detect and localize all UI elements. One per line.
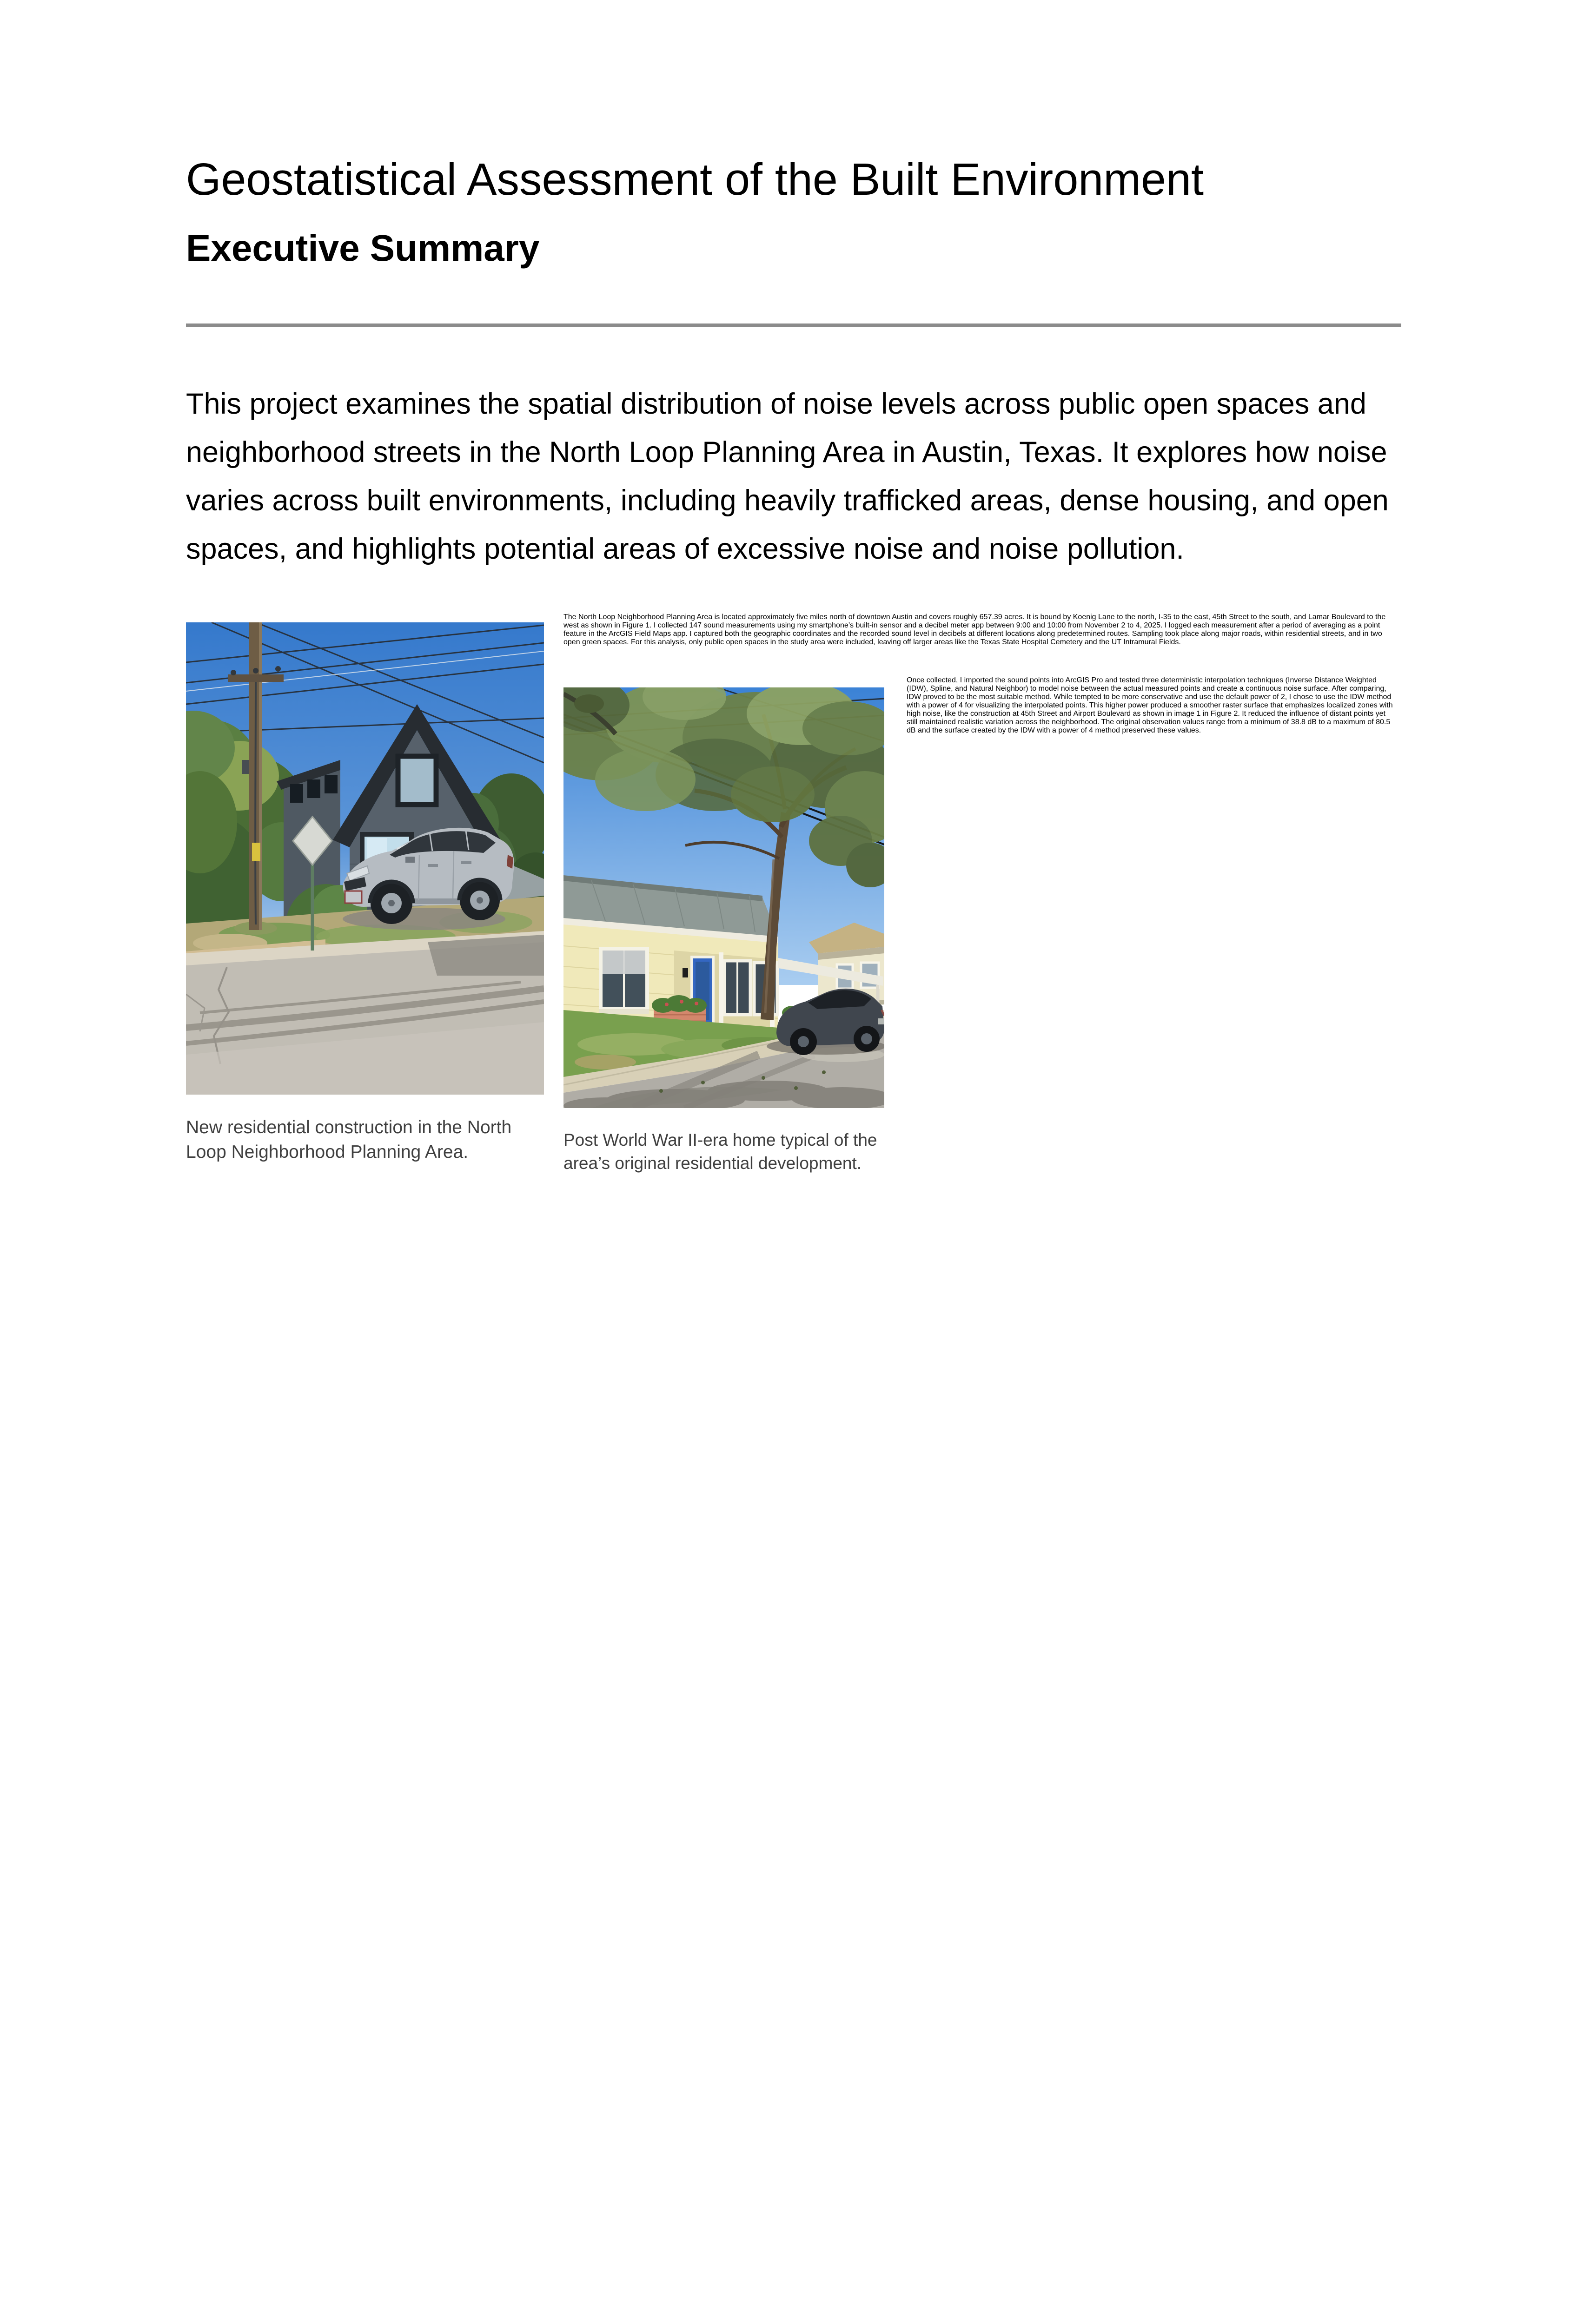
figure-new-construction [186,622,544,1164]
figure-postwar-home [563,687,884,1175]
section-heading: Executive Summary [186,227,540,269]
figure-caption: Post World War II-era home typical of the area’s original residential development. [563,1130,877,1173]
paragraph-intro: This project examines the spatial distribution of noise levels across public open spaces and neighborhood streets in the North Loop Planning Area in Austin, Texas. It explores how noise varies across built environments, including heavily trafficked areas, dense housing, and open spaces, and highlights potential areas of excessive noise and noise pollution. [186,388,1389,565]
document-body [186,0,1397,1191]
paragraph-methods-text: Once collected, I imported the sound points into ArcGIS Pro and tested three deterministic interpolation techniques (Inverse Distance Weighted (IDW), Spline, and Natural Neighbor) to model noise between the actual measured points and create a continuous noise surface. After comparing, IDW proved to be the most suitable method. While tempted to be more conservative and use the default power of 2, I chose to use the IDW method with a power of 4 for visualizing the interpolated points. This higher power produced a smoother raster surface that emphasizes localized zones with high noise, like the construction at 45th Street and Airport Boulevard as shown in image 1 in Figure 2. It reduced the influence of distant points yet still maintained realistic variation across the neighborhood. The original observation values range from a minimum of 38.8 dB to a maximum of 80.5 dB and the surface created by the IDW with a power of 4 method preserved these values. [907,676,1393,734]
page-title: Geostatistical Assessment of the Built Environment [186,154,1204,205]
divider [186,324,1401,327]
figure-caption: New residential construction in the North Loop Neighborhood Planning Area. [186,1117,512,1162]
paragraph-study-area-text: The North Loop Neighborhood Planning Area is located approximately five miles north of downtown Austin and covers roughly 657.39 acres. It is bound by Koenig Lane to the north, I-35 to the east, 45th Street to the south, and Lamar Boulevard to the west as shown in Figure 1. I collected 147 sound measurements using my smartphone’s built-in sensor and a decibel meter app between 9:00 and 10:00 from November 2 to 4, 2025. I logged each measurement after a period of averaging as a point feature in the ArcGIS Field Maps app. I captured both the geographic coordinates and the recorded sound level in decibels at different locations along predetermined routes. Sampling took place along major roads, within residential streets, and in two open green spaces. For this analysis, only public open spaces in the study area were included, leaving off larger areas like the Texas State Hospital Cemetery and the UT Intramural Fields. [563,613,1386,646]
new-construction-photo [186,622,544,1095]
postwar-home-photo [563,687,884,1108]
